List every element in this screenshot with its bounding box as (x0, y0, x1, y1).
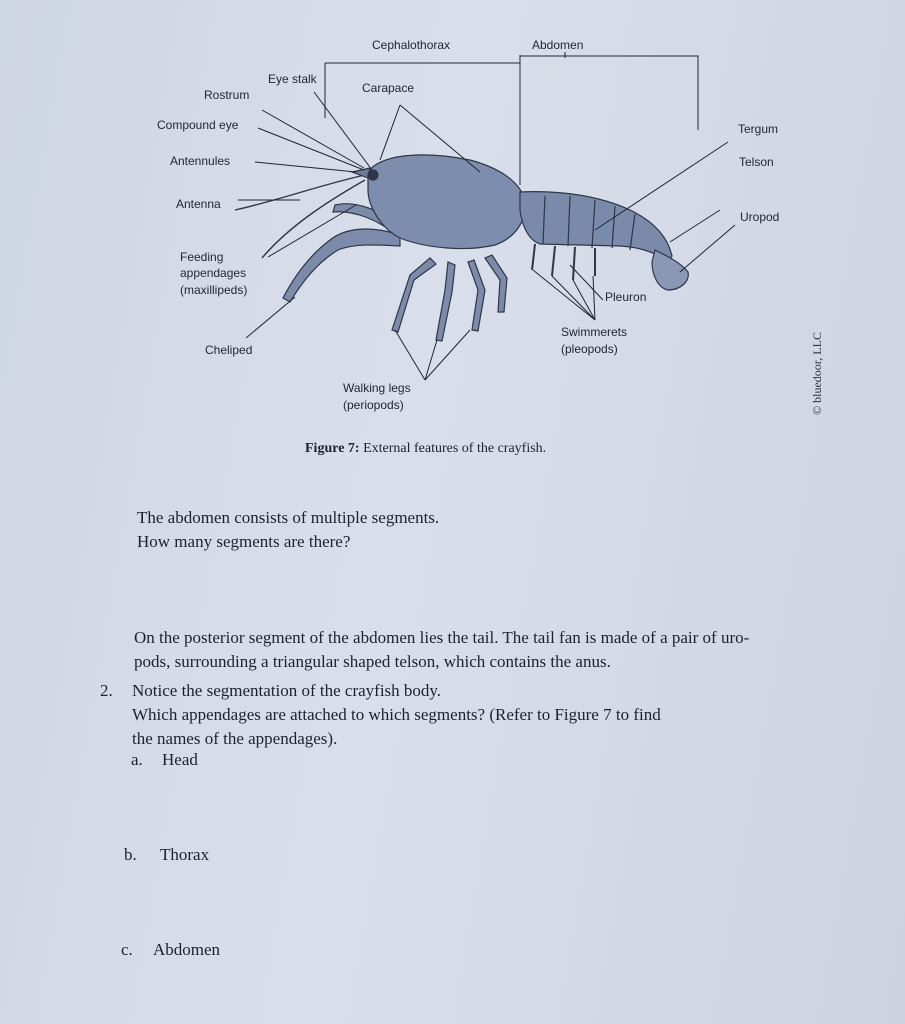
label-tergum: Tergum (738, 122, 779, 136)
abdomen-question-line-1: The abdomen consists of multiple segments. (137, 508, 440, 527)
label-cheliped: Cheliped (205, 343, 253, 357)
figure-caption-text: External features of the crayfish. (363, 441, 547, 456)
label-eye-stalk: Eye stalk (268, 72, 317, 86)
label-walking-legs-2: (periopods) (343, 398, 404, 412)
label-feeding-appendages-3: (maxillipeds) (180, 283, 248, 297)
label-feeding-appendages-2: appendages (180, 266, 247, 280)
item-c-abdomen: Abdomen (153, 940, 221, 959)
label-carapace: Carapace (362, 81, 415, 95)
label-rostrum: Rostrum (204, 88, 250, 102)
item-b-marker: b. (124, 845, 137, 864)
label-abdomen: Abdomen (532, 38, 584, 52)
label-uropod: Uropod (740, 210, 780, 224)
label-feeding-appendages-1: Feeding (180, 250, 224, 264)
question-2-number: 2. (100, 681, 113, 700)
question-2-line-3: the names of the appendages). (132, 729, 338, 748)
item-a-head: Head (162, 750, 198, 769)
copyright-notice: © bluedoor, LLC (810, 332, 824, 415)
tail-paragraph-line-1: On the posterior segment of the abdomen lies the tail. The tail fan is made of a pair of uro- (134, 628, 750, 647)
figure-caption (305, 441, 546, 457)
abdomen-question-line-2: How many segments are there? (137, 532, 351, 551)
crayfish-figure (0, 0, 905, 470)
figure-caption-label: Figure 7: (305, 441, 360, 456)
label-swimmerets-2: (pleopods) (561, 342, 618, 356)
item-a-marker: a. (131, 750, 143, 769)
label-antenna: Antenna (176, 197, 221, 211)
label-compound-eye: Compound eye (157, 118, 239, 132)
item-c-marker: c. (121, 940, 133, 959)
question-2-line-1: Notice the segmentation of the crayfish body. (132, 681, 442, 700)
label-antennules: Antennules (170, 154, 231, 168)
item-b-thorax: Thorax (160, 845, 210, 864)
label-walking-legs-1: Walking legs (343, 381, 411, 395)
label-telson: Telson (739, 155, 774, 169)
label-swimmerets-1: Swimmerets (561, 325, 628, 339)
tail-paragraph-line-2: pods, surrounding a triangular shaped telson, which contains the anus. (134, 652, 611, 671)
label-cephalothorax: Cephalothorax (372, 38, 451, 52)
question-2-line-2: Which appendages are attached to which segments? (Refer to Figure 7 to find (132, 705, 661, 724)
crayfish-illustration (235, 155, 688, 341)
label-pleuron: Pleuron (605, 290, 647, 304)
